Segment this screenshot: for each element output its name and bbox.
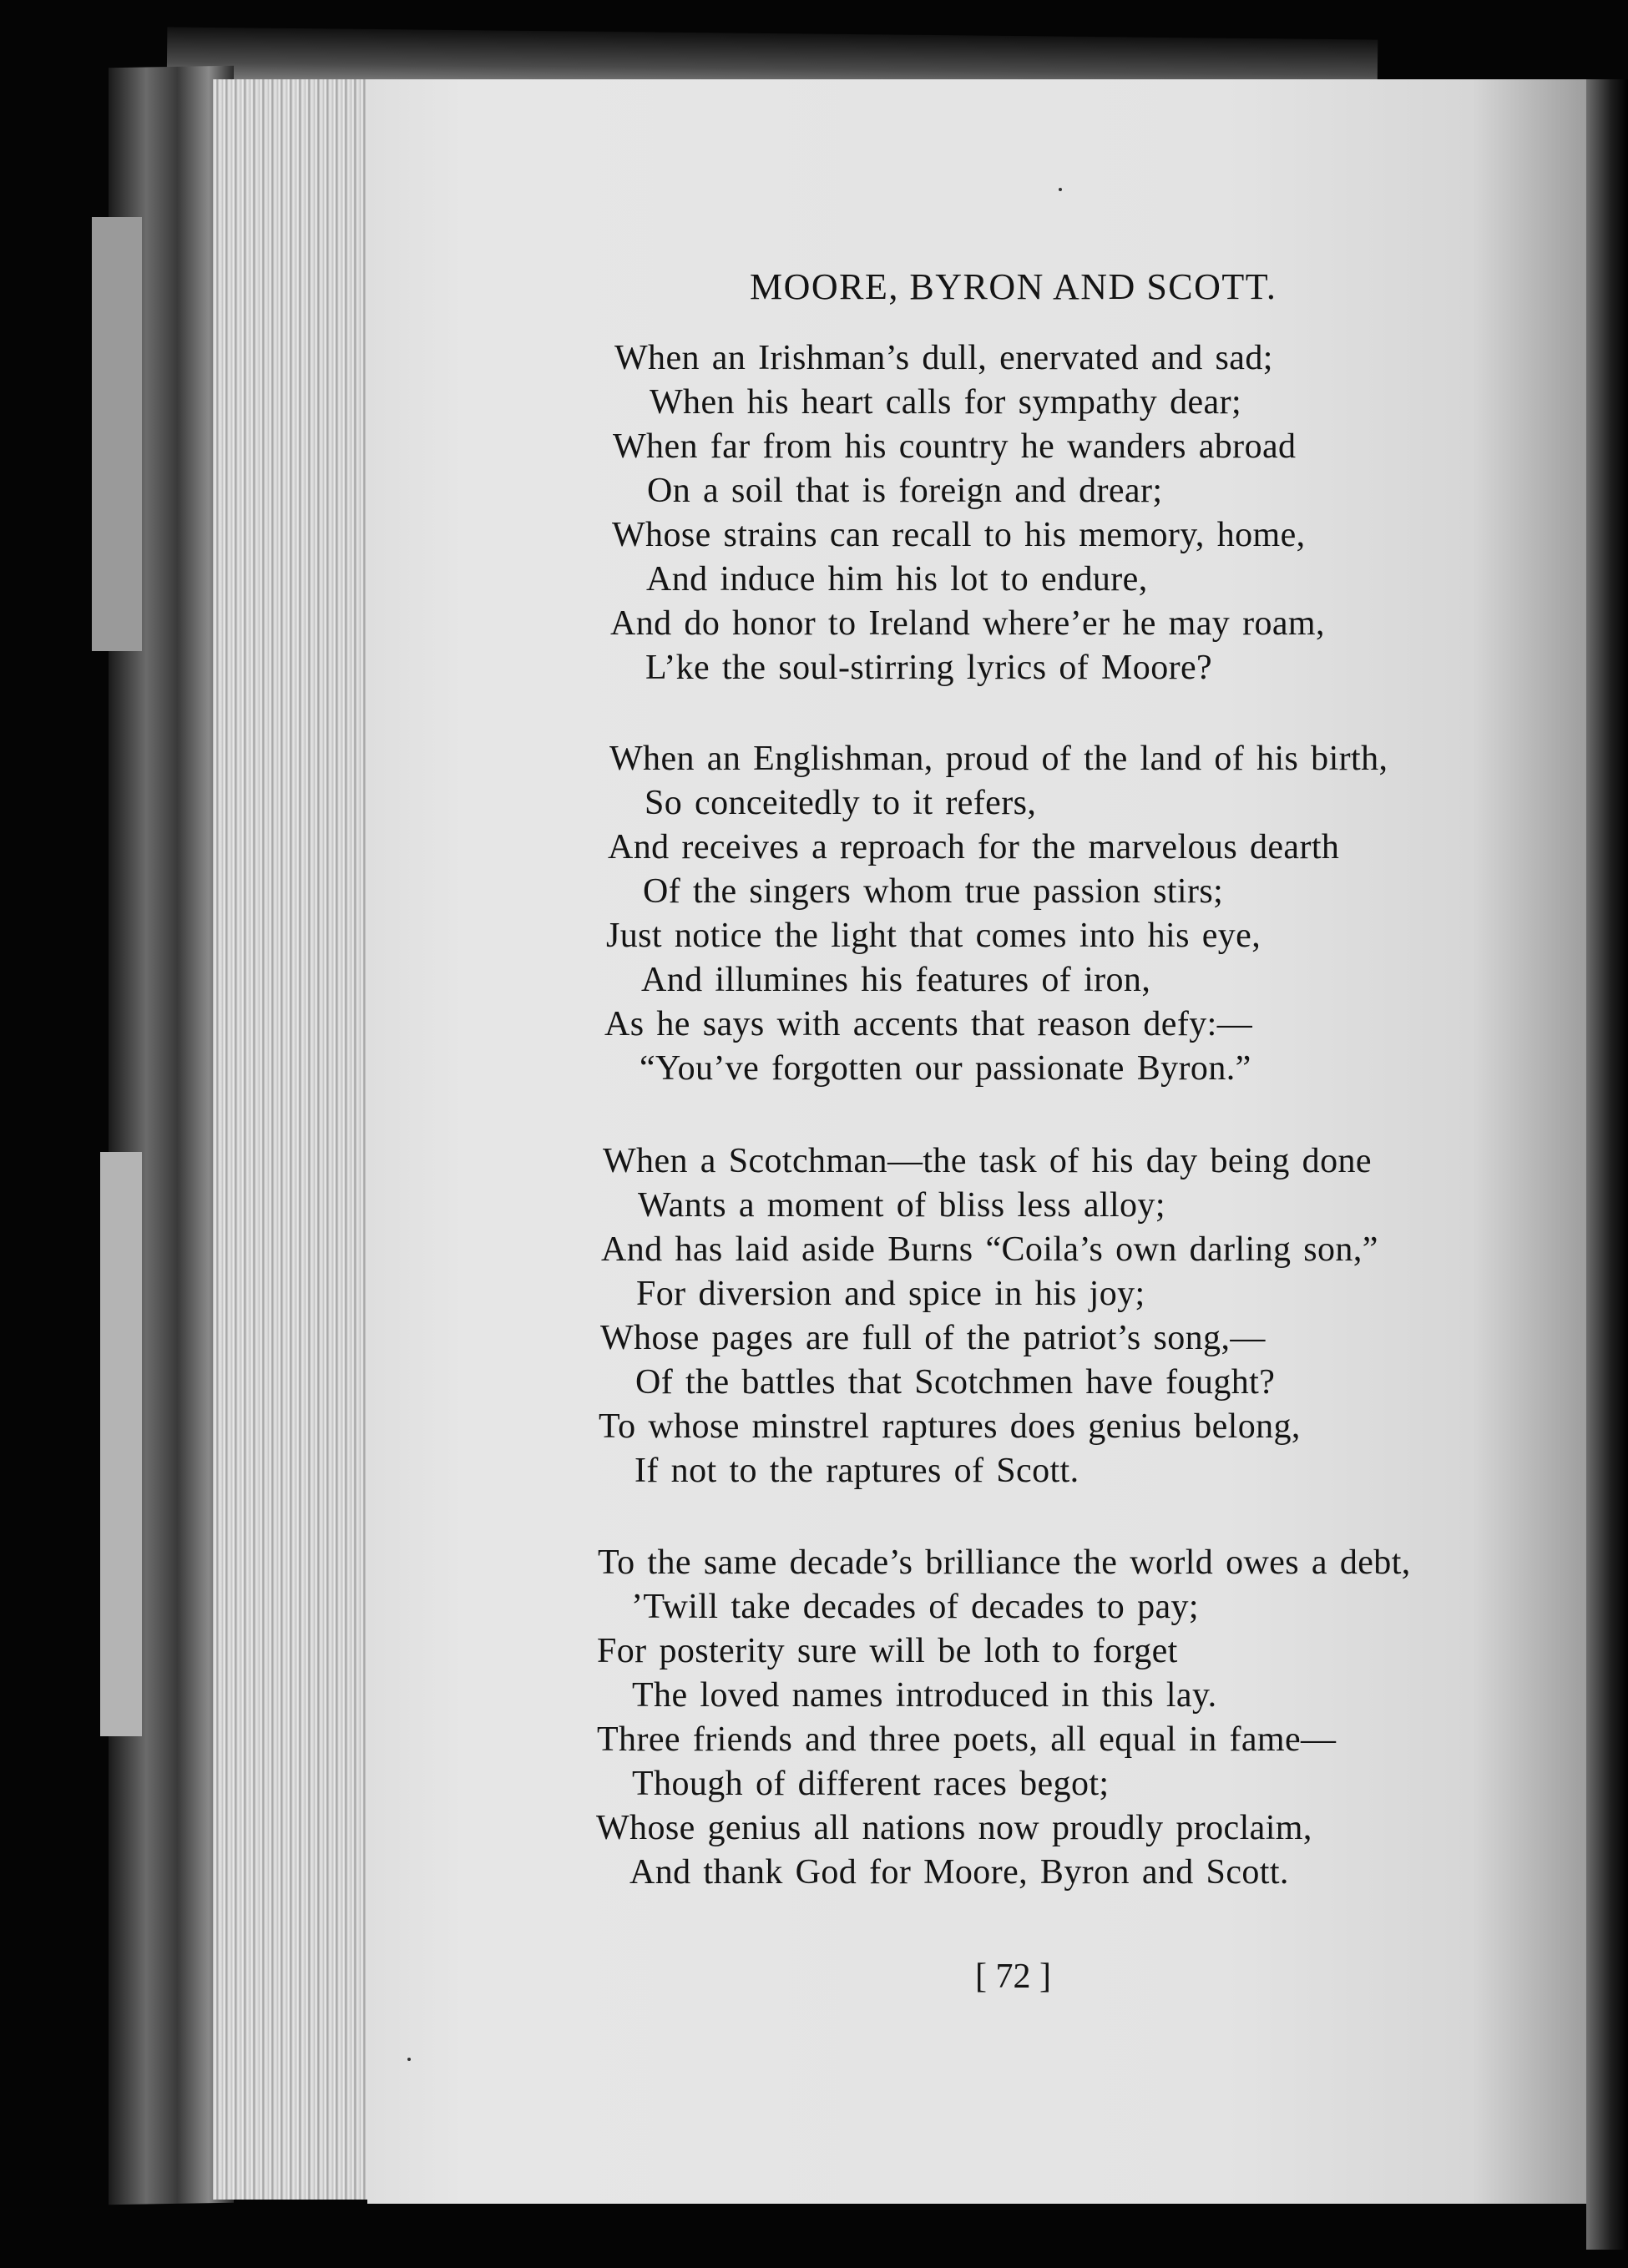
- poem-line: For posterity sure will be loth to forget: [597, 1632, 1178, 1670]
- poem-line: When his heart calls for sympathy dear;: [650, 383, 1242, 422]
- poem-line: Whose pages are full of the patriot’s song,—: [600, 1319, 1266, 1357]
- poem-line: On a soil that is foreign and drear;: [647, 472, 1163, 510]
- poem-line: The loved names introduced in this lay.: [632, 1676, 1217, 1715]
- poem-line: If not to the raptures of Scott.: [635, 1452, 1079, 1490]
- poem-line: And thank God for Moore, Byron and Scott.: [629, 1853, 1289, 1892]
- poem-line: Whose strains can recall to his memory, home,: [612, 516, 1306, 554]
- poem-line: L’ke the soul-stirring lyrics of Moore?: [645, 649, 1213, 687]
- poem-line: To whose minstrel raptures does genius belong,: [599, 1407, 1301, 1446]
- poem-line: “You’ve forgotten our passionate Byron.”: [640, 1049, 1251, 1088]
- poem-line: So conceitedly to it refers,: [645, 784, 1037, 822]
- poem-line: Of the battles that Scotchmen have fought?: [635, 1363, 1276, 1402]
- poem-line: Three friends and three poets, all equal in fame—: [597, 1720, 1337, 1759]
- poem-line: Whose genius all nations now proudly proclaim,: [596, 1809, 1312, 1847]
- poem-line: ’Twill take decades of decades to pay;: [631, 1588, 1199, 1626]
- poem-line: Though of different races begot;: [632, 1765, 1110, 1803]
- poem-line: When far from his country he wanders abroad: [613, 427, 1297, 466]
- poem-line: Of the singers whom true passion stirs;: [643, 872, 1224, 911]
- page-number: [ 72 ]: [975, 1957, 1051, 1996]
- poem-line: When a Scotchman—the task of his day being done: [603, 1142, 1372, 1180]
- poem-line: And has laid aside Burns “Coila’s own darling son,”: [601, 1230, 1378, 1269]
- poem-line: When an Irishman’s dull, enervated and sad;: [614, 339, 1273, 377]
- poem-title: MOORE, BYRON AND SCOTT.: [750, 266, 1277, 307]
- poem-line: When an Englishman, proud of the land of his birth,: [609, 740, 1388, 778]
- poem-line: To the same decade’s brilliance the world owes a debt,: [598, 1543, 1411, 1582]
- poem-line: Wants a moment of bliss less alloy;: [638, 1186, 1165, 1225]
- poem-line: As he says with accents that reason defy:—: [604, 1005, 1253, 1043]
- poem-line: And illumines his features of iron,: [641, 961, 1151, 999]
- poem-line: Just notice the light that comes into his eye,: [606, 917, 1261, 955]
- poem-line: And receives a reproach for the marvelous dearth: [608, 828, 1340, 866]
- poem-line: For diversion and spice in his joy;: [636, 1275, 1145, 1313]
- poem-line: And do honor to Ireland where’er he may roam,: [610, 604, 1325, 643]
- poem-line: And induce him his lot to endure,: [646, 560, 1148, 599]
